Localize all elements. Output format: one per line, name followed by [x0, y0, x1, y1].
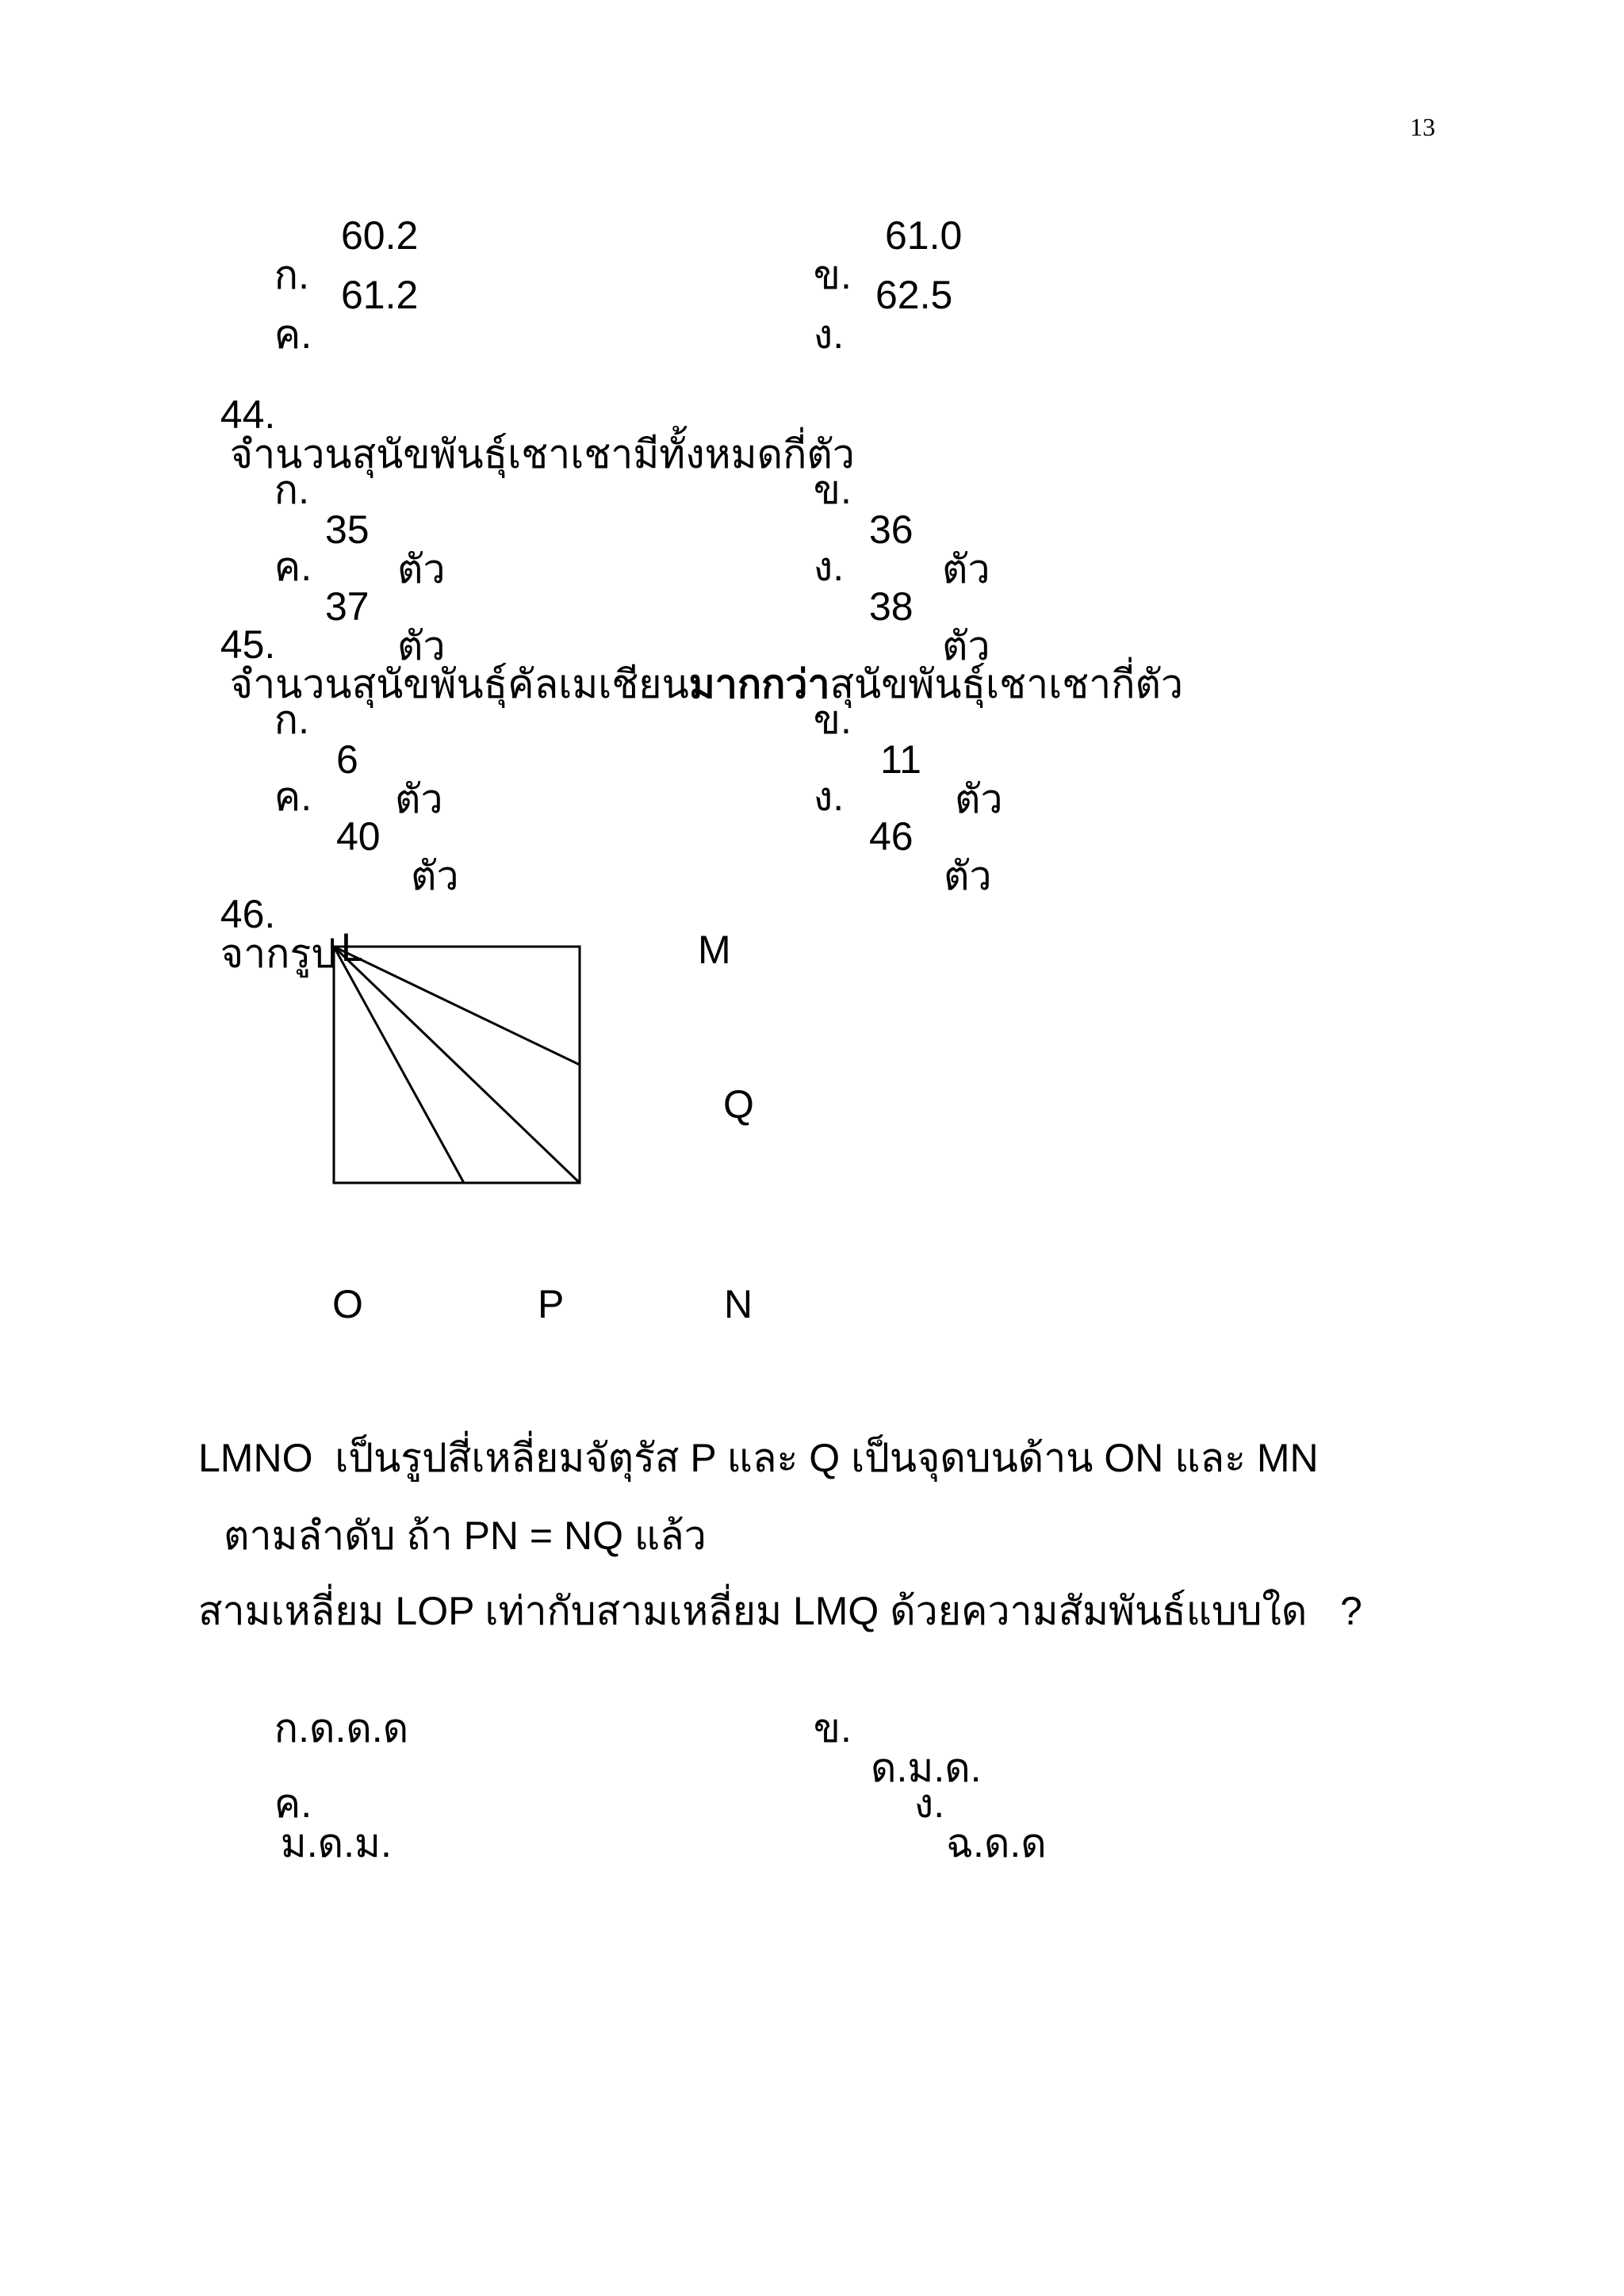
- q45-option-d-value: 46: [869, 814, 914, 859]
- q45-text-bold: มากกว่า: [688, 662, 830, 706]
- q45-option-c-value: 40: [336, 814, 381, 859]
- q45-option-b-label: ข.: [813, 698, 852, 742]
- q45-option-b-value: 11: [880, 737, 921, 782]
- q45-option-d-label: ง.: [813, 775, 845, 819]
- label-n: N: [724, 1282, 753, 1326]
- q45-option-a-value: 6: [336, 737, 358, 782]
- q44-option-a-label: ก.: [274, 468, 309, 512]
- label-m: M: [698, 928, 731, 972]
- q46-option-b-label: ข.: [813, 1706, 852, 1751]
- label-p: P: [538, 1282, 565, 1326]
- page-number: 13: [1410, 113, 1435, 141]
- label-o: O: [332, 1282, 363, 1326]
- segment-l-to-n: [334, 947, 580, 1183]
- q46-option-a: [252, 1669, 409, 1751]
- q46-intro: จากรูป: [220, 932, 337, 976]
- q44-option-a-value: 35: [325, 507, 370, 552]
- q43-option-b-label: ข.: [813, 253, 852, 297]
- q43-option-b-value: 61.0: [885, 213, 963, 258]
- q43-option-a-label: ก.: [274, 253, 309, 297]
- q46-option-b-value: ด.ม.ด.: [871, 1746, 982, 1790]
- q45-number: 45.: [220, 622, 276, 667]
- q44-number: 44.: [220, 392, 276, 437]
- q44-option-d-value: 38: [869, 584, 914, 629]
- q46-text-line1: LMNO เป็นรูปสี่เหลี่ยมจัตุรัส P และ Q เป็นจุดบนด้าน ON และ MN: [198, 1436, 1319, 1480]
- q45-text-after: สุนัขพันธุ์เชาเชากี่ตัว: [829, 662, 1184, 706]
- segment-l-to-q: [334, 947, 580, 1065]
- q43-option-d-value: 62.5: [875, 273, 953, 317]
- q43-option-c-value: 61.2: [341, 273, 419, 317]
- q45-option-c-unit: ตัว: [411, 854, 459, 898]
- q44-text: จำนวนสุนัขพันธุ์เชาเชามีทั้งหมดกี่ตัว: [229, 432, 855, 476]
- label-q: Q: [723, 1082, 754, 1127]
- q45-text-before: จำนวนสุนัขพันธุ์คัลเมเชียน: [229, 662, 689, 706]
- q46-option-b: [791, 1669, 982, 1790]
- q46-option-d-label: ง.: [914, 1781, 945, 1826]
- q45-option-b-unit: ตัว: [955, 777, 1003, 821]
- q46-number: 46.: [220, 892, 276, 936]
- q46-option-c: [252, 1744, 392, 1866]
- q46-option-d-value: ฉ.ด.ด: [946, 1821, 1047, 1866]
- q44-option-d-unit: ตัว: [942, 624, 990, 668]
- q45-option-a-label: ก.: [274, 698, 309, 742]
- q44-option-b-label: ข.: [813, 468, 852, 512]
- q43-option-a-value: 60.2: [341, 213, 419, 258]
- q44-option-c-value: 37: [325, 584, 370, 629]
- q46-option-c-value: ม.ด.ม.: [280, 1821, 392, 1866]
- q44-option-c-unit: ตัว: [397, 624, 446, 668]
- segment-l-to-p: [334, 947, 464, 1183]
- q44-option-d-label: ง.: [813, 545, 845, 589]
- q44-option-c-label: ค.: [274, 545, 312, 589]
- label-l: L: [341, 925, 363, 970]
- q46-text-line3: สามเหลี่ยม LOP เท่ากับสามเหลี่ยม LMQ ด้วยความสัมพันธ์แบบใด ?: [198, 1589, 1362, 1633]
- q44-option-a-unit: ตัว: [397, 547, 446, 591]
- q46-option-c-label: ค.: [274, 1781, 312, 1826]
- q44-option-b-value: 36: [869, 507, 914, 552]
- q45-option-c-label: ค.: [274, 775, 312, 819]
- q44-option-b-unit: ตัว: [942, 547, 990, 591]
- q45-option-d-unit: ตัว: [944, 854, 992, 898]
- q46-option-a-label: ก.: [274, 1706, 309, 1751]
- q46-option-a-value: ด.ด.ด: [308, 1706, 409, 1751]
- q46-text-line2: ตามลำดับ ถ้า PN = NQ แล้ว: [224, 1513, 707, 1558]
- q43-option-d-label: ง.: [813, 312, 845, 357]
- q45-option-a-unit: ตัว: [395, 777, 443, 821]
- q43-option-c-label: ค.: [274, 312, 312, 357]
